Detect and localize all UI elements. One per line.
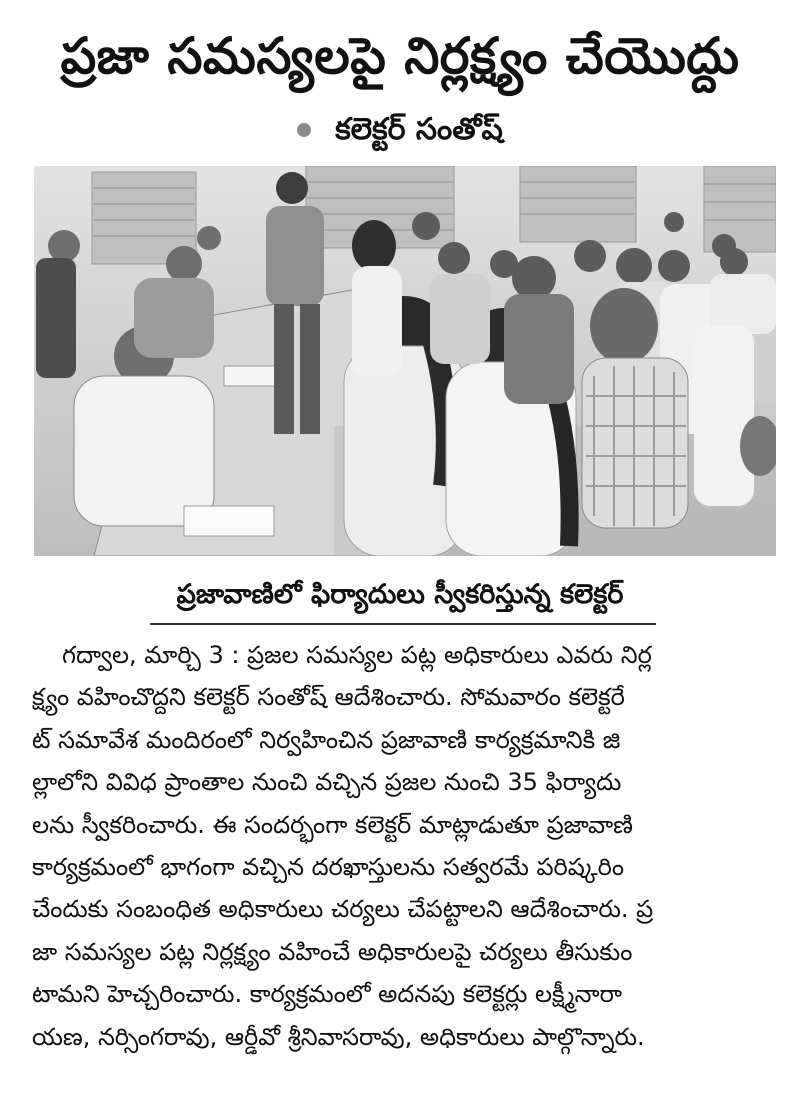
- caption-divider: [150, 623, 656, 625]
- subheadline: [0, 108, 800, 152]
- body-line: ల్లాలోని వివిధ ప్రాంతాల నుంచి వచ్చిన ప్రజల నుంచి 35 ఫిర్యాదు: [32, 768, 622, 797]
- body-line: గద్వాల, మార్చి 3 : ప్రజల సమస్యల పట్ల అధికారులు ఎవరు నిర్ల: [62, 641, 652, 669]
- photo-caption: ప్రజావాణిలో ఫిర్యాదులు స్వీకరిస్తున్న కలెక్టర్: [176, 579, 624, 610]
- body-line: క్ష్యం వహించొద్దని కలెక్టర్ సంతోష్ ఆదేశించారు. సోమవారం కలెక్టరే: [32, 683, 625, 712]
- body-line: లను స్వీకరించారు. ఈ సందర్భంగా కలెక్టర్ మాట్లాడుతూ ప్రజావాణి: [32, 810, 633, 839]
- news-photo: [34, 166, 776, 556]
- body-line: జా సమస్యల పట్ల నిర్లక్ష్యం వహించే అధికారులపై చర్యలు తీసుకుం: [32, 937, 633, 966]
- subheadline-text: కలెక్టర్ సంతోష్: [335, 112, 503, 147]
- bullet-dot: [297, 123, 311, 137]
- body-line: చేందుకు సంబంధిత అధికారులు చర్యలు చేపట్టాలని ఆదేశించారు. ప్ర: [32, 895, 654, 924]
- body-line: కార్యక్రమంలో భాగంగా వచ్చిన దరఖాస్తులను సత్వరమే పరిష్కరిం: [32, 853, 625, 882]
- body-line: యణ, నర్సింగరావు, ఆర్డీవో శ్రీనివాసరావు, అధికారులు పాల్గొన్నారు.: [32, 1022, 645, 1051]
- body-line: ట్ సమావేశ మందిరంలో నిర్వహించిన ప్రజావాణి కార్యక్రమానికి జి: [32, 725, 621, 754]
- headline: ప్రజా సమస్యలపై నిర్లక్ష్యం చేయొద్దు: [60, 27, 740, 85]
- meeting-photo-illustration: [34, 166, 776, 556]
- body-line: టామని హెచ్చరించారు. కార్యక్రమంలో అదనపు కలెక్టర్లు లక్ష్మీనారా: [32, 980, 623, 1009]
- article-body: [32, 634, 780, 1058]
